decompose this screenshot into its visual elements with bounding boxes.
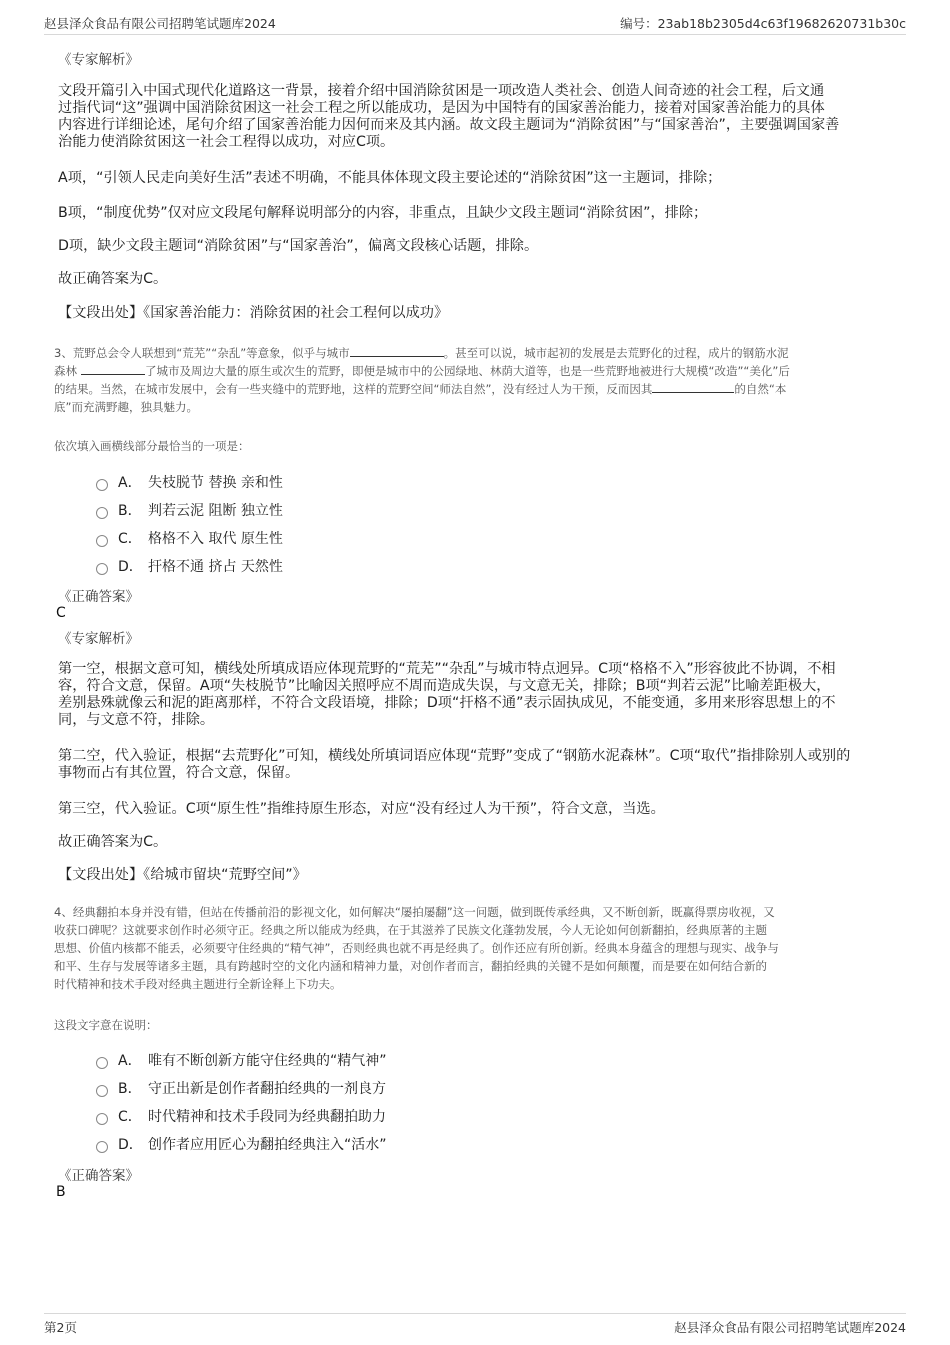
- analysis-option-a: A项，“引领人民走向美好生活”表述不明确，不能具体体现文段主要论述的“消除贫困”这一主题词，排除；: [58, 170, 722, 186]
- radio-icon[interactable]: [96, 507, 108, 519]
- q3-option-d[interactable]: D． 扞格不通 挤占 天然性: [96, 556, 283, 576]
- q4-option-d[interactable]: D． 创作者应用匠心为翻拍经典注入“活水”: [96, 1134, 387, 1154]
- page-footer: [44, 1313, 906, 1336]
- radio-icon[interactable]: [96, 1141, 108, 1153]
- q3-answer-label: 《正确答案》: [58, 589, 139, 605]
- analysis-option-b: B项，“制度优势”仅对应文段尾句解释说明部分的内容，非重点，且缺少文段主题词“消除贫困”，排除；: [58, 205, 708, 221]
- page-header: [44, 12, 906, 35]
- q4-option-a[interactable]: A． 唯有不断创新方能守住经典的“精气神”: [96, 1050, 387, 1070]
- footer-title: 赵县泽众食品有限公司招聘笔试题库2024: [674, 1320, 906, 1335]
- radio-icon[interactable]: [96, 563, 108, 575]
- question-4-stem: 4、经典翻拍本身并没有错，但站在传播前沿的影视文化，如何解决“屡拍屡翻”这一问题，做到既传承经典，又不断创新，既赢得票房收视，又 收获口碑呢？这就要求创作时必须守正。经典之所以能成为经典，在于其滋养了民族文化蓬勃发展，今人无论如何创新翻拍，经典原著的主题 思想、价值内核都不能丢，必须要守住经典的“精气神”，否则经典也就不再是经典了。创作还应有所创新。经典本身蕴含的理想与现实、战争与 和平、生存与发展等诸多主题，具有跨越时空的文化内涵和精神力量，对创作者而言，翻拍经典的关键不是如何颠覆，而是要在如何结合新的 时代精神和技术手段对经典主题进行全新诠释上下功夫。: [54, 905, 779, 991]
- source: 【文段出处】《国家善治能力：消除贫困的社会工程何以成功》: [58, 305, 449, 321]
- q3-analysis-label: 《专家解析》: [58, 631, 139, 647]
- q3-analysis-blank-1: 第一空，根据文意可知，横线处所填成语应体现荒野的“荒芜”“杂乱”与城市特点迥异。C项“格格不入”形容彼此不协调，不相 容，符合文意，保留。A项“失枝脱节”比喻因关照呼应不周而造成失误，与文意无关，排除；B项“判若云泥”比喻差距极大， 差别悬殊就像云和泥的距离那样，不符合文段语境，排除；D项“扞格不通”表示固执成见，不能变通，多用来形容思想上的不 同，与文意不符，排除。: [58, 661, 836, 728]
- question-4-prompt: 这段文字意在说明：: [54, 1018, 158, 1032]
- blank-1: [350, 344, 444, 357]
- question-3-prompt: 依次填入画横线部分最恰当的一项是：: [54, 439, 250, 453]
- analysis-paragraph: 文段开篇引入中国式现代化道路这一背景，接着介绍中国消除贫困是一项改造人类社会、创造人间奇迹的社会工程，后文通 过指代词“这”强调中国消除贫困这一社会工程之所以能成功，是因为中国特有的国家善治能力，接着对国家善治能力的具体 内容进行详细论述，尾句介绍了国家善治能力因何而来及其内涵。故文段主题词为“消除贫困”与“国家善治”，主要强调国家善 治能力使消除贫困这一社会工程得以成功，对应C项。: [58, 83, 840, 150]
- conclusion: 故正确答案为C。: [58, 271, 168, 287]
- radio-icon[interactable]: [96, 535, 108, 547]
- q4-option-c[interactable]: C． 时代精神和技术手段同为经典翻拍助力: [96, 1106, 386, 1126]
- header-title: 赵县泽众食品有限公司招聘笔试题库2024: [44, 16, 276, 31]
- q3-answer: C: [56, 605, 66, 621]
- q3-conclusion: 故正确答案为C。: [58, 834, 168, 850]
- q4-option-b[interactable]: B． 守正出新是创作者翻拍经典的一剂良方: [96, 1078, 386, 1098]
- q3-option-b[interactable]: B． 判若云泥 阻断 独立性: [96, 500, 283, 520]
- header-code: 编号：23ab18b2305d4c63f19682620731b30c: [620, 16, 906, 31]
- q4-answer: B: [56, 1184, 66, 1200]
- q3-analysis-blank-3: 第三空，代入验证。C项“原生性”指维持原生形态，对应“没有经过人为干预”，符合文意，当选。: [58, 801, 665, 817]
- q3-option-c[interactable]: C． 格格不入 取代 原生性: [96, 528, 283, 548]
- q3-option-a[interactable]: A． 失枝脱节 替换 亲和性: [96, 472, 283, 492]
- blank-3: [652, 380, 734, 393]
- radio-icon[interactable]: [96, 1057, 108, 1069]
- question-3-stem: 3、荒野总会令人联想到“荒芜”“杂乱”等意象，似乎与城市 。甚至可以说，城市起初的发展是去荒野化的过程，成片的钢筋水泥 森林 了城市及周边大量的原生或次生的荒野，即便是城市中的公园绿地、林荫大道等，也是一些荒野地被进行大规模“改造”“美化”后 的结果。当然，在城市发展中，会有一些夹缝中的荒野地，这样的荒野空间“师法自然”，没有经过人为干预，反而因其 的自然“本 底”而充满野趣，独具魅力。: [54, 346, 790, 414]
- radio-icon[interactable]: [96, 1085, 108, 1097]
- blank-2: [81, 362, 145, 375]
- radio-icon[interactable]: [96, 479, 108, 491]
- page-number: 第2页: [44, 1320, 77, 1335]
- q4-answer-label: 《正确答案》: [58, 1168, 139, 1184]
- analysis-option-d: D项，缺少文段主题词“消除贫困”与“国家善治”，偏离文段核心话题，排除。: [58, 238, 539, 254]
- radio-icon[interactable]: [96, 1113, 108, 1125]
- analysis-label: 《专家解析》: [58, 52, 139, 68]
- q3-source: 【文段出处】《给城市留块“荒野空间”》: [58, 867, 307, 883]
- q3-analysis-blank-2: 第二空，代入验证，根据“去荒野化”可知，横线处所填词语应体现“荒野”变成了“钢筋水泥森林”。C项“取代”指排除别人或别的 事物而占有其位置，符合文意，保留。: [58, 748, 851, 781]
